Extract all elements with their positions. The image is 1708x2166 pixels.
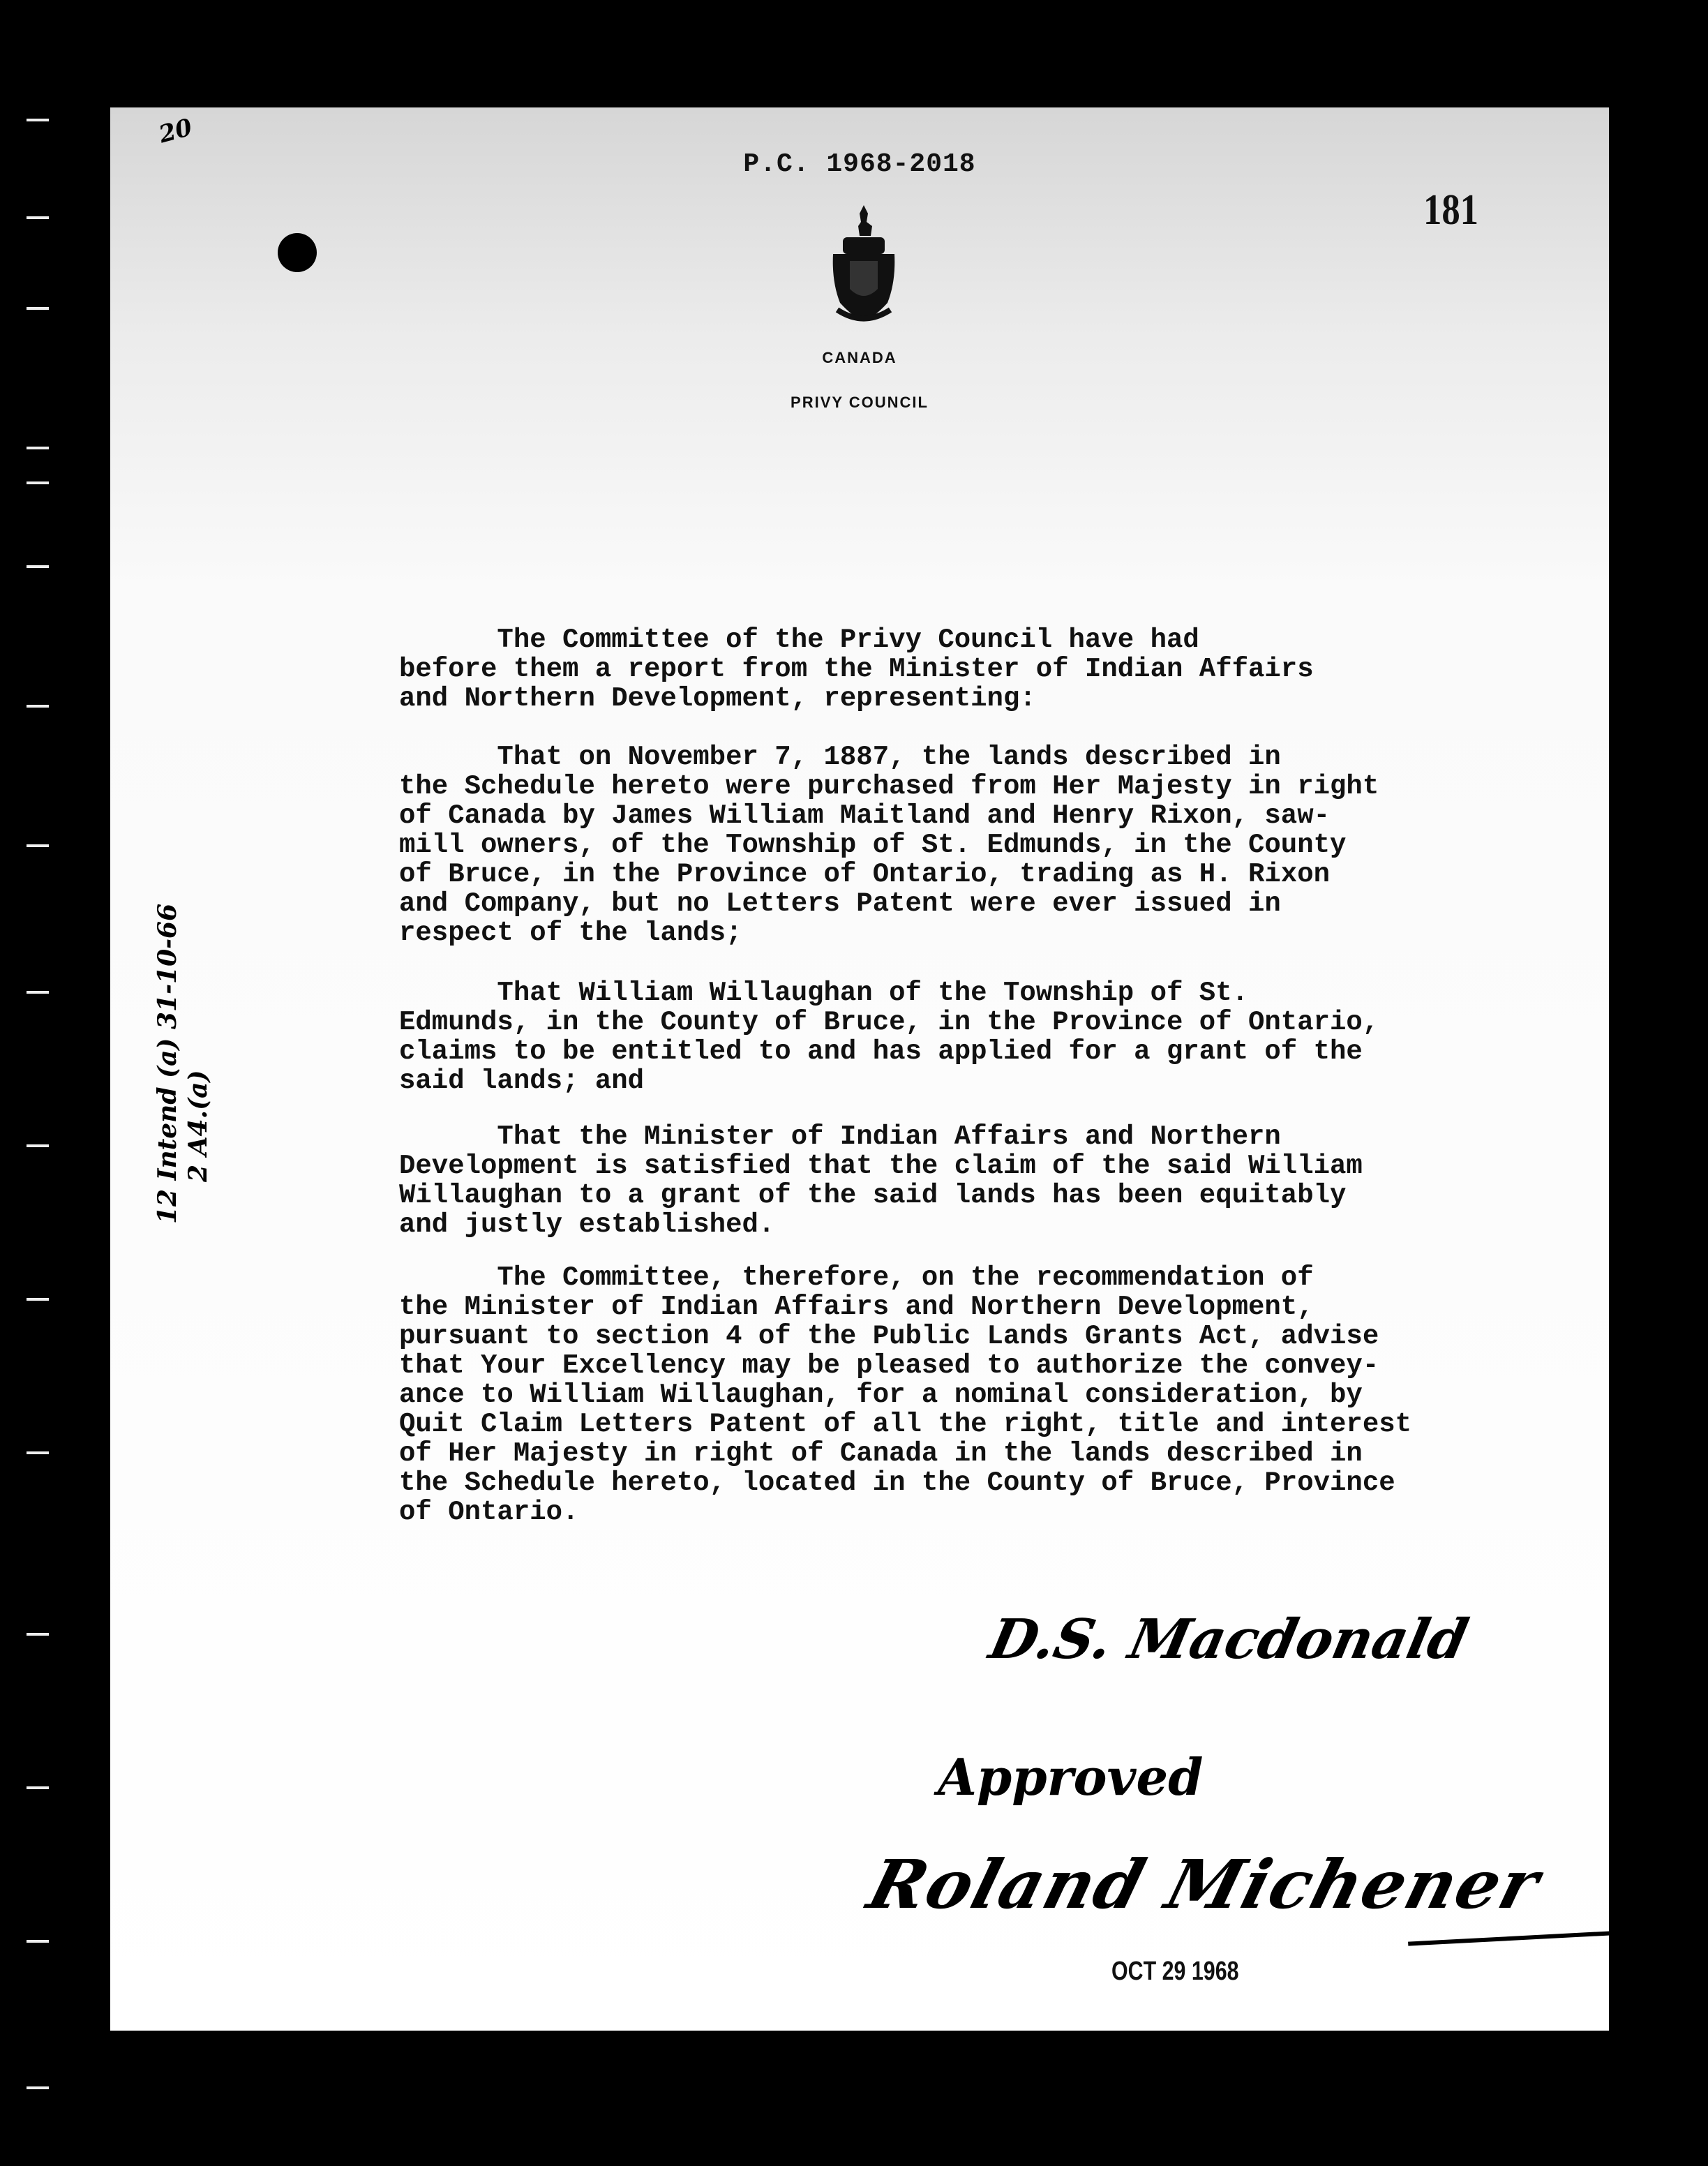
crest-label-privy-council: PRIVY COUNCIL xyxy=(791,394,929,411)
text-line: and Northern Development, representing: xyxy=(399,683,1036,714)
text-line: The Committee, therefore, on the recommendation of xyxy=(399,1262,1314,1293)
text-line: respect of the lands; xyxy=(399,918,742,948)
text-line: pursuant to section 4 of the Public Lands Grants Act, advise xyxy=(399,1321,1379,1352)
approved-handwritten: Approved xyxy=(938,1747,1204,1807)
text-line: of Canada by James William Maitland and Henry Rixon, saw- xyxy=(399,800,1331,831)
scan-margin-mark xyxy=(27,1144,49,1147)
text-line: of Ontario. xyxy=(399,1497,579,1528)
scan-margin-mark xyxy=(27,565,49,568)
scan-margin-mark xyxy=(27,2086,49,2089)
scan-margin-mark xyxy=(27,307,49,310)
scan-margin-mark xyxy=(27,481,49,484)
paragraph-land-purchase xyxy=(399,742,1379,948)
corner-handwritten-note: 20 xyxy=(156,113,195,149)
text-line: of Bruce, in the Province of Ontario, trading as H. Rixon xyxy=(399,859,1331,890)
text-line: of Her Majesty in right of Canada in the lands described in xyxy=(399,1438,1363,1469)
scan-margin-mark xyxy=(27,119,49,121)
order-in-council-number: P.C. 1968-2018 xyxy=(743,149,976,179)
margin-note-line: 12 Intend (a) 31-10-66 xyxy=(153,903,182,1224)
scan-margin-mark xyxy=(27,1940,49,1943)
text-line: That on November 7, 1887, the lands described in xyxy=(399,742,1281,772)
text-line: That the Minister of Indian Affairs and Northern xyxy=(399,1121,1281,1152)
signature-underline xyxy=(1408,1929,1638,1945)
text-line: said lands; and xyxy=(399,1066,645,1096)
text-line: and Company, but no Letters Patent were ever issued in xyxy=(399,888,1281,919)
text-line: Edmunds, in the County of Bruce, in the Province of Ontario, xyxy=(399,1007,1379,1038)
date-stamp: OCT 29 1968 xyxy=(1111,1957,1239,1986)
scan-margin-mark xyxy=(27,991,49,994)
governor-general-signature: Roland Michener xyxy=(860,1845,1549,1924)
scan-margin-mark xyxy=(27,216,49,219)
text-line: the Schedule hereto, located in the County of Bruce, Province xyxy=(399,1467,1395,1498)
paragraph-minister-satisfied xyxy=(399,1122,1363,1239)
text-line: Quit Claim Letters Patent of all the right, title and interest xyxy=(399,1409,1412,1440)
scan-margin-mark xyxy=(27,844,49,847)
crest-label-canada: CANADA xyxy=(822,349,897,366)
minister-signature: D.S. Macdonald xyxy=(984,1608,1474,1671)
text-line: and justly established. xyxy=(399,1209,775,1240)
scan-margin-mark xyxy=(27,705,49,708)
text-line: Development is satisfied that the claim of the said William xyxy=(399,1151,1363,1181)
scan-margin-mark xyxy=(27,1298,49,1301)
scan-margin-mark xyxy=(27,447,49,449)
paragraph-claim xyxy=(399,978,1379,1096)
text-line: That William Willaughan of the Township of St. xyxy=(399,978,1248,1008)
text-line: Willaughan to a grant of the said lands has been equitably xyxy=(399,1180,1347,1211)
margin-handwritten-note xyxy=(152,904,214,1224)
text-line: the Minister of Indian Affairs and Northern Development, xyxy=(399,1292,1314,1322)
scan-margin-mark xyxy=(27,1633,49,1636)
document-page xyxy=(110,107,1609,2031)
text-line: ance to William Willaughan, for a nominal consideration, by xyxy=(399,1380,1363,1410)
punch-hole xyxy=(278,233,317,272)
canada-coat-of-arms-icon xyxy=(829,205,899,324)
text-line: The Committee of the Privy Council have had xyxy=(399,625,1199,655)
text-line: mill owners, of the Township of St. Edmunds, in the County xyxy=(399,830,1347,860)
scan-margin-mark xyxy=(27,1786,49,1789)
scan-margin-mark xyxy=(27,1451,49,1454)
text-line: that Your Excellency may be pleased to authorize the convey- xyxy=(399,1350,1379,1381)
text-line: the Schedule hereto were purchased from Her Majesty in right xyxy=(399,771,1379,802)
paragraph-report-intro xyxy=(399,625,1314,713)
paragraph-recommendation xyxy=(399,1263,1411,1527)
text-line: claims to be entitled to and has applied for a grant of the xyxy=(399,1036,1363,1067)
margin-note-line: 2 A4.(a) xyxy=(183,1070,213,1182)
text-line: before them a report from the Minister of Indian Affairs xyxy=(399,654,1314,685)
page-number: 181 xyxy=(1423,186,1479,234)
